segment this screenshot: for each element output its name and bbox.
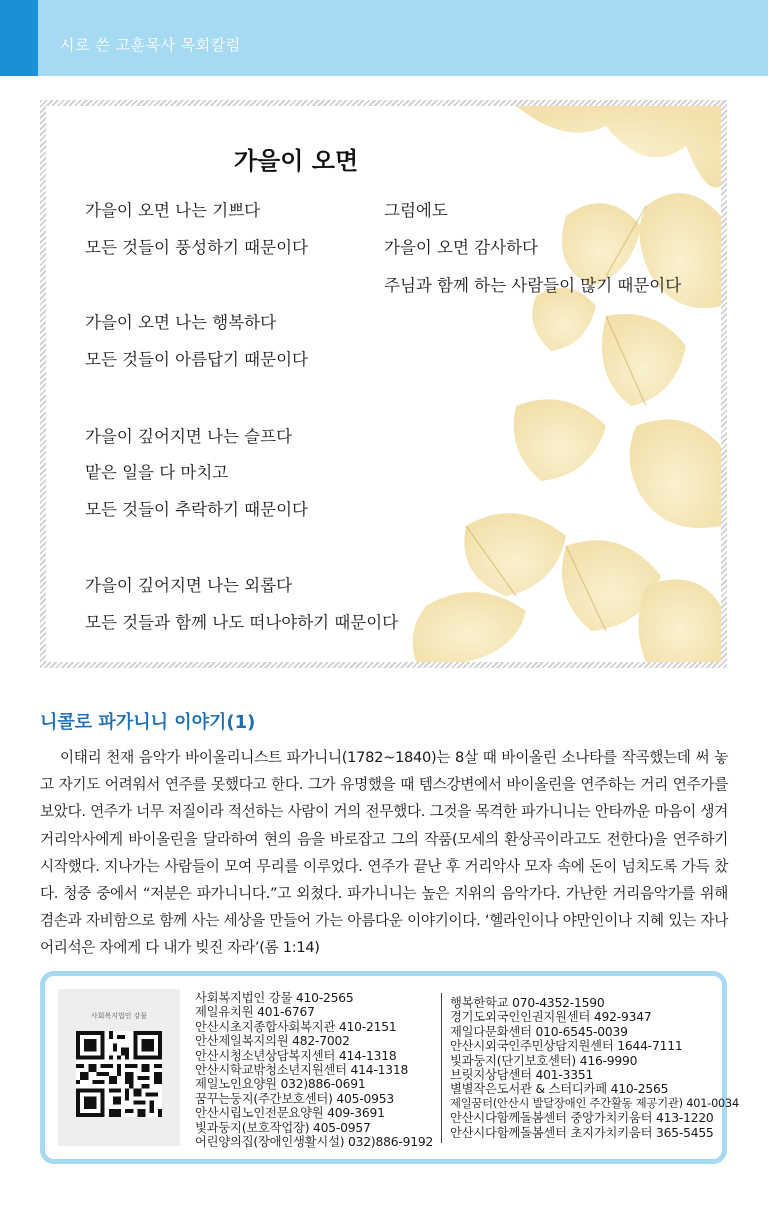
contact-entry: 안산시초지종합사회복지관 410-2151 bbox=[195, 1019, 397, 1034]
contact-entry: 어린양의집(장애인생활시설) 032)886-9192 bbox=[195, 1135, 434, 1150]
poem-line: 가을이 오면 나는 기쁘다 bbox=[85, 201, 261, 220]
column-divider bbox=[441, 993, 442, 1143]
poem-panel bbox=[46, 106, 721, 662]
poem-line: 가을이 오면 감사하다 bbox=[384, 238, 538, 257]
poem-line: 가을이 깊어지면 나는 외롭다 bbox=[85, 576, 293, 595]
contact-entry: 사회복지법인 강물 410-2565 bbox=[195, 991, 354, 1005]
contact-entry: 안산시다함께돌봄센터 초지가치키움터 365-5455 bbox=[450, 1125, 714, 1140]
poem-line: 모든 것들이 풍성하기 때문이다 bbox=[85, 238, 308, 257]
contact-entry: 경기도외국인인권지원센터 492-9347 bbox=[450, 1010, 652, 1025]
poem-line: 맡은 일을 다 마치고 bbox=[85, 463, 229, 482]
poem-frame bbox=[40, 100, 727, 668]
poem-line: 그럼에도 bbox=[384, 201, 448, 220]
qr-panel bbox=[58, 989, 180, 1146]
contact-entry: 안산시청소년상담복지센터 414-1318 bbox=[195, 1048, 397, 1063]
poem-title: 가을이 오면 bbox=[233, 147, 359, 175]
contact-entry: 별별작은도서관 & 스터디카페 410-2565 bbox=[450, 1082, 669, 1097]
header-accent-bar bbox=[0, 0, 38, 76]
poem-line: 가을이 깊어지면 나는 슬프다 bbox=[85, 427, 293, 446]
contact-list-left bbox=[195, 991, 433, 1149]
column-series-title: 시로 쓴 고훈목사 목회칼럼 bbox=[60, 36, 241, 54]
contact-entry: 꿈꾸는둥지(주간보호센터) 405-0953 bbox=[195, 1091, 394, 1106]
contact-entry: 빛과둥지(단기보호센터) 416-9990 bbox=[450, 1053, 638, 1068]
contact-entry: 빛과둥지(보호작업장) 405-0957 bbox=[195, 1120, 371, 1135]
poem-line: 모든 것들이 추락하기 때문이다 bbox=[85, 500, 308, 519]
contact-entry: 제일다문화센터 010-6545-0039 bbox=[450, 1024, 628, 1039]
qr-caption: 사회복지법인 강물 bbox=[90, 1012, 148, 1020]
contact-list-right bbox=[450, 996, 739, 1140]
contact-entry: 제일노인요양원 032)886-0691 bbox=[195, 1077, 366, 1092]
qr-code-icon[interactable] bbox=[76, 1031, 162, 1117]
contact-entry: 안산시외국인주민상담지원센터 1644-7111 bbox=[450, 1039, 683, 1054]
contact-entry: 안산제일복지의원 482-7002 bbox=[195, 1034, 350, 1049]
contact-entry: 안산시립노인전문요양원 409-3691 bbox=[195, 1106, 385, 1121]
poem-line: 가을이 오면 나는 행복하다 bbox=[85, 313, 277, 332]
contact-entry: 제일유치원 401-6767 bbox=[195, 1005, 315, 1020]
article-body: 이태리 천재 음악가 바이올리니스트 파가니니(1782~1840)는 8살 때 바이올린 소나타를 작곡했는데 써 놓고 자기도 어려워서 연주를 못했다고 한다. 그가 유명했을 때 템스강변에서 바이올린을 연주하는 거리 연주가를 보았다. 연주가 너무 저질이라 적선하는 사람이 거의 전무했다. 그것을 목격한 파가니니는 안타까운 마음이 생겨 거리악사에게 바이올린을 달라하여 현의 음을 바로잡고 그의 작품(모세의 환상곡이라고도 전한다)을 연주하기 시작했다. 지나가는 사람들이 모여 무리를 이루었다. 연주가 끝난 후 거리악사 모자 속에 돈이 넘치도록 가득 찼다. 청중 중에서 “저분은 파가니니다.”고 외쳤다. 파가니니는 높은 지위의 음악가다. 가난한 거리음악가를 위해 겸손과 자비함으로 함께 사는 세상을 만들어 가는 아름다운 이야기이다. ‘헬라인이나 야만인이나 지혜 있는 자나 어리석은 자에게 다 내가 빚진 자라’(롬 1:14) bbox=[40, 749, 728, 957]
article-title: 니콜로 파가니니 이야기(1) bbox=[40, 712, 256, 733]
contact-entry: 안산시다함께돌봄센터 중앙가치키움터 413-1220 bbox=[450, 1111, 714, 1126]
contact-directory-box bbox=[40, 971, 740, 1164]
contact-entry: 브릿지상담센터 401-3351 bbox=[450, 1068, 594, 1083]
contact-entry: 안산시학교밖청소년지원센터 414-1318 bbox=[195, 1063, 409, 1078]
contact-entry: 제일꿈터(안산시 발달장애인 주간활동 제공기관) 401-0034 bbox=[450, 1096, 740, 1110]
poem-line: 모든 것들과 함께 나도 떠나야하기 때문이다 bbox=[85, 613, 399, 632]
poem-line: 주님과 함께 하는 사람들이 많기 때문이다 bbox=[384, 276, 682, 295]
poem-line: 모든 것들이 아름답기 때문이다 bbox=[85, 350, 308, 369]
contact-entry: 행복한학교 070-4352-1590 bbox=[450, 996, 605, 1010]
